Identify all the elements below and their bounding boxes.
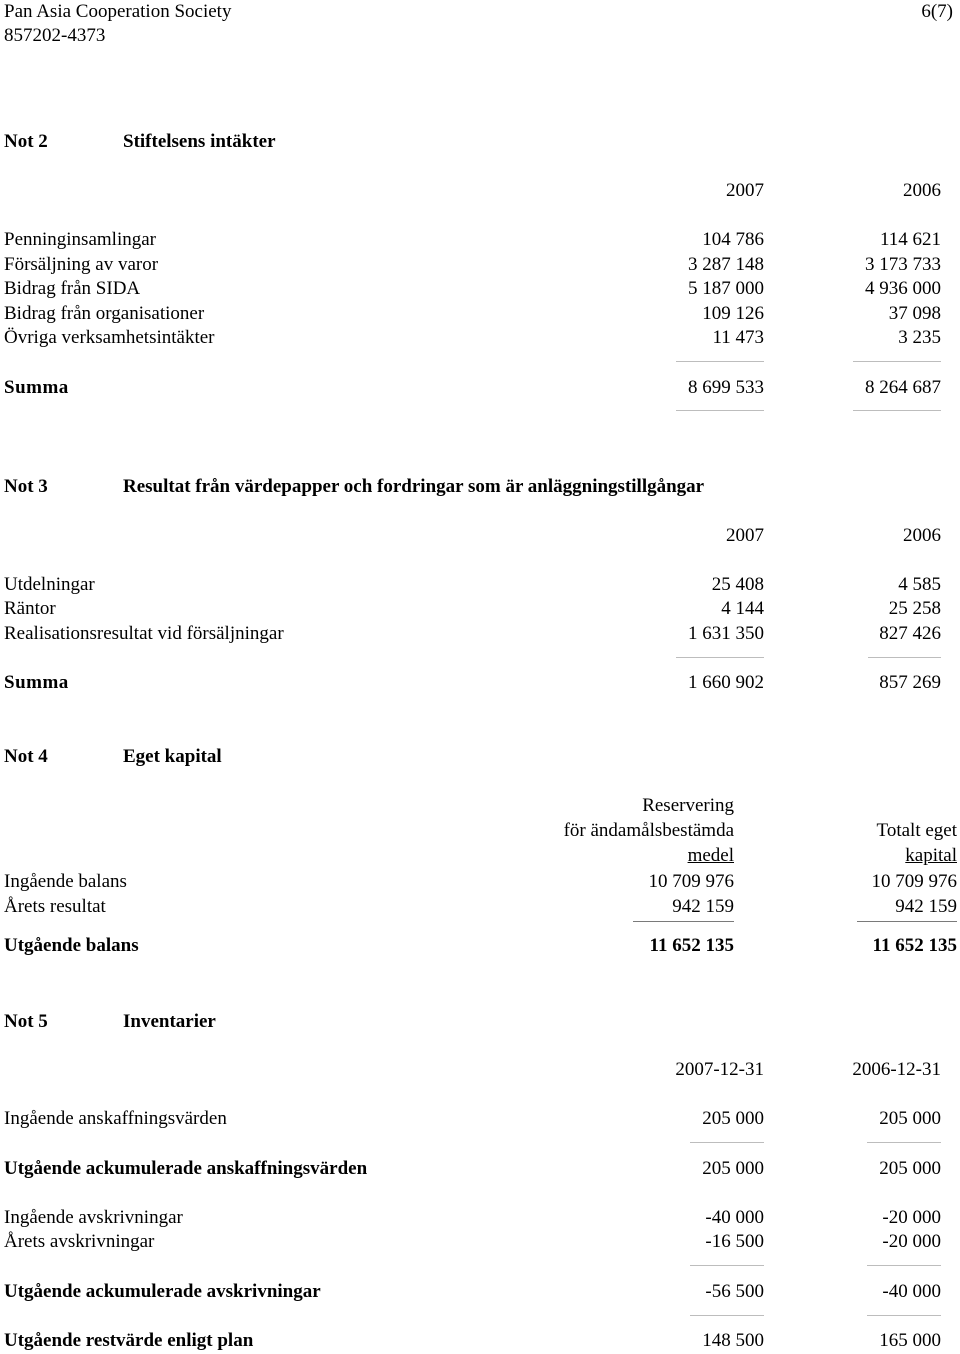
subtotal-rule: [867, 1265, 941, 1266]
subtotal-rule: [676, 657, 764, 658]
subtotal-rule: [868, 657, 941, 658]
note-2-col-2007: 2007: [726, 180, 764, 201]
subtotal-rule: [633, 921, 734, 922]
row-label: Ingående anskaffningsvärden: [4, 1108, 227, 1129]
value-2006: 827 426: [879, 623, 941, 644]
row-label: Försäljning av varor: [4, 254, 159, 275]
row-label: Realisationsresultat vid försäljningar: [4, 623, 284, 644]
note-4-col-reserve-line: medel: [687, 845, 734, 866]
note-3-title: Resultat från värdepapper och fordringar som är anläggningstillgångar: [123, 476, 705, 497]
row-label: Räntor: [4, 598, 56, 619]
subtotal-rule: [690, 1142, 764, 1143]
note-2-sum-2006: 8 264 687: [865, 377, 941, 398]
subtotal-rule: [867, 1315, 941, 1316]
subtotal-rule: [857, 921, 957, 922]
note-3-col-2007: 2007: [726, 525, 764, 546]
note-5-col-2006: 2006-12-31: [852, 1059, 941, 1080]
note-4-title: Eget kapital: [123, 746, 222, 767]
value-2006: 4 585: [898, 574, 941, 595]
note-2-label: Not 2: [4, 131, 48, 152]
note-3-sum-label: Summa: [4, 672, 69, 693]
row-label: Ingående avskrivningar: [4, 1207, 183, 1228]
value-2006: 205 000: [879, 1108, 941, 1129]
subtotal-rule: [853, 361, 941, 362]
value-2006: 25 258: [888, 598, 941, 619]
row-label: Utdelningar: [4, 574, 95, 595]
note-5-label: Not 5: [4, 1011, 48, 1032]
value-2007: 11 473: [712, 327, 764, 348]
value-2006: 165 000: [879, 1330, 941, 1351]
note-4-sum-label: Utgående balans: [4, 935, 139, 956]
value-2006: -40 000: [882, 1281, 941, 1302]
value-2006: 114 621: [879, 229, 941, 250]
value-2006: 37 098: [888, 303, 941, 324]
value-2006: 205 000: [879, 1158, 941, 1179]
note-2-sum-label: Summa: [4, 377, 69, 398]
value-2007: 1 631 350: [688, 623, 764, 644]
note-5-title: Inventarier: [123, 1011, 216, 1032]
value-2007: 205 000: [702, 1108, 764, 1129]
note-2-sum-2007: 8 699 533: [688, 377, 764, 398]
note-2-title: Stiftelsens intäkter: [123, 131, 276, 152]
value-reserve: 942 159: [672, 896, 734, 917]
note-4-col-total-line: Totalt eget: [876, 820, 957, 841]
total-rule: [676, 410, 764, 411]
value-2006: 3 235: [898, 327, 941, 348]
row-label: Årets resultat: [4, 896, 106, 917]
value-2007: -40 000: [705, 1207, 764, 1228]
note-4-sum-total: 11 652 135: [872, 935, 957, 956]
row-label: Bidrag från SIDA: [4, 278, 141, 299]
row-label: Ingående balans: [4, 871, 127, 892]
note-4-label: Not 4: [4, 746, 48, 767]
subtotal-rule: [690, 1265, 764, 1266]
page-number: 6(7): [921, 1, 953, 22]
note-3-label: Not 3: [4, 476, 48, 497]
value-2007: 109 126: [702, 303, 764, 324]
value-2007: 148 500: [702, 1330, 764, 1351]
total-rule: [853, 410, 941, 411]
value-2007: -56 500: [705, 1281, 764, 1302]
value-2007: 3 287 148: [688, 254, 764, 275]
value-2006: -20 000: [882, 1207, 941, 1228]
value-2007: 205 000: [702, 1158, 764, 1179]
note-4-col-total-line: kapital: [905, 845, 957, 866]
row-label: Penninginsamlingar: [4, 229, 156, 250]
value-total: 10 709 976: [871, 871, 957, 892]
value-2007: 5 187 000: [688, 278, 764, 299]
row-label: Bidrag från organisationer: [4, 303, 205, 324]
value-total: 942 159: [895, 896, 957, 917]
subtotal-rule: [690, 1315, 764, 1316]
value-2006: -20 000: [882, 1231, 941, 1252]
value-2007: -16 500: [705, 1231, 764, 1252]
value-2006: 4 936 000: [865, 278, 941, 299]
row-label: Övriga verksamhetsintäkter: [4, 327, 215, 348]
note-4-sum-reserve: 11 652 135: [649, 935, 734, 956]
organization-name: Pan Asia Cooperation Society: [4, 1, 232, 22]
value-reserve: 10 709 976: [648, 871, 734, 892]
note-3-col-2006: 2006: [903, 525, 941, 546]
value-2007: 25 408: [711, 574, 764, 595]
note-2-col-2006: 2006: [903, 180, 941, 201]
row-label: Utgående ackumulerade avskrivningar: [4, 1281, 321, 1302]
note-4-col-reserve-line: för ändamålsbestämda: [563, 820, 734, 841]
value-2006: 3 173 733: [865, 254, 941, 275]
note-3-sum-2007: 1 660 902: [688, 672, 764, 693]
subtotal-rule: [676, 361, 764, 362]
note-3-sum-2006: 857 269: [879, 672, 941, 693]
note-4-col-reserve-line: Reservering: [642, 795, 734, 816]
note-5-col-2007: 2007-12-31: [675, 1059, 764, 1080]
organization-number: 857202-4373: [4, 25, 106, 46]
row-label: Årets avskrivningar: [4, 1231, 155, 1252]
row-label: Utgående ackumulerade anskaffningsvärden: [4, 1158, 368, 1179]
value-2007: 4 144: [721, 598, 764, 619]
value-2007: 104 786: [702, 229, 764, 250]
subtotal-rule: [867, 1142, 941, 1143]
row-label: Utgående restvärde enligt plan: [4, 1330, 254, 1351]
